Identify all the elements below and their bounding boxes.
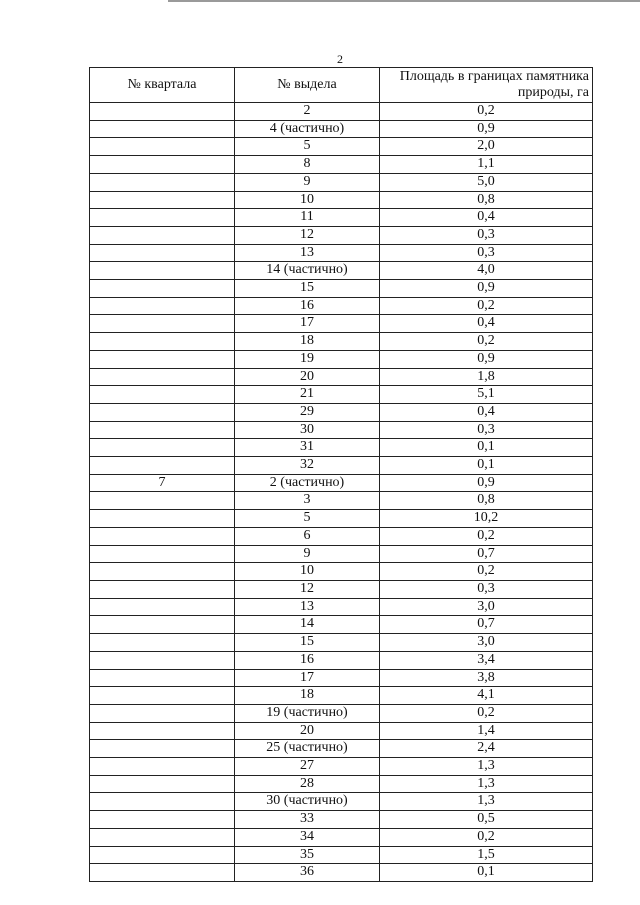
- cell-area: 5,0: [380, 173, 593, 191]
- cell-vydel: 18: [235, 687, 380, 705]
- header-area: Площадь в границах памятника природы, га: [380, 68, 593, 103]
- cell-area: 1,8: [380, 368, 593, 386]
- table-row: [90, 598, 593, 616]
- header-kvartal: № квартала: [90, 68, 235, 103]
- cell-area: 0,7: [380, 616, 593, 634]
- table-row: [90, 758, 593, 776]
- cell-vydel: 5: [235, 510, 380, 528]
- cell-vydel: 31: [235, 439, 380, 457]
- cell-kvartal: [90, 722, 235, 740]
- cell-vydel: 28: [235, 775, 380, 793]
- cell-kvartal: [90, 669, 235, 687]
- cell-area: 0,3: [380, 244, 593, 262]
- cell-area: 0,9: [380, 120, 593, 138]
- cell-kvartal: [90, 368, 235, 386]
- cell-area: 0,9: [380, 350, 593, 368]
- table-row: [90, 722, 593, 740]
- cell-area: 0,5: [380, 811, 593, 829]
- table-row: [90, 386, 593, 404]
- cell-vydel: 18: [235, 333, 380, 351]
- cell-area: 0,1: [380, 864, 593, 882]
- cell-vydel: 13: [235, 598, 380, 616]
- table-row: [90, 138, 593, 156]
- table-row: [90, 651, 593, 669]
- cell-vydel: 4 (частично): [235, 120, 380, 138]
- cell-kvartal: [90, 828, 235, 846]
- cell-kvartal: [90, 315, 235, 333]
- cell-vydel: 8: [235, 156, 380, 174]
- cell-kvartal: [90, 244, 235, 262]
- cell-kvartal: [90, 687, 235, 705]
- table-row: [90, 421, 593, 439]
- cell-area: 1,4: [380, 722, 593, 740]
- table-row: [90, 634, 593, 652]
- cell-area: 0,2: [380, 297, 593, 315]
- cell-area: 0,2: [380, 333, 593, 351]
- cell-kvartal: [90, 262, 235, 280]
- table-row: [90, 846, 593, 864]
- table-row: [90, 616, 593, 634]
- cell-vydel: 33: [235, 811, 380, 829]
- cell-kvartal: [90, 120, 235, 138]
- cell-area: 1,3: [380, 775, 593, 793]
- table-row: [90, 474, 593, 492]
- cell-area: 0,3: [380, 226, 593, 244]
- cell-area: 0,4: [380, 403, 593, 421]
- cell-kvartal: 7: [90, 474, 235, 492]
- cell-kvartal: [90, 386, 235, 404]
- cell-vydel: 35: [235, 846, 380, 864]
- table-row: [90, 527, 593, 545]
- cell-kvartal: [90, 209, 235, 227]
- cell-kvartal: [90, 846, 235, 864]
- table-row: [90, 280, 593, 298]
- cell-kvartal: [90, 704, 235, 722]
- cell-vydel: 14: [235, 616, 380, 634]
- cell-vydel: 2 (частично): [235, 474, 380, 492]
- cell-kvartal: [90, 616, 235, 634]
- table-row: [90, 156, 593, 174]
- table-row: [90, 580, 593, 598]
- table-header-row: [90, 68, 593, 103]
- table-row: [90, 209, 593, 227]
- cell-vydel: 29: [235, 403, 380, 421]
- cell-area: 2,0: [380, 138, 593, 156]
- cell-area: 5,1: [380, 386, 593, 404]
- cell-area: 10,2: [380, 510, 593, 528]
- table-row: [90, 563, 593, 581]
- table-row: [90, 297, 593, 315]
- table-row: [90, 191, 593, 209]
- cell-area: 0,3: [380, 421, 593, 439]
- table-row: [90, 173, 593, 191]
- cell-vydel: 16: [235, 651, 380, 669]
- cell-area: 1,1: [380, 156, 593, 174]
- table-row: [90, 775, 593, 793]
- table-row: [90, 103, 593, 121]
- cell-kvartal: [90, 492, 235, 510]
- table-row: [90, 740, 593, 758]
- cell-kvartal: [90, 740, 235, 758]
- cell-kvartal: [90, 864, 235, 882]
- cell-vydel: 30 (частично): [235, 793, 380, 811]
- cell-area: 3,0: [380, 598, 593, 616]
- cell-kvartal: [90, 138, 235, 156]
- cell-vydel: 10: [235, 191, 380, 209]
- cell-area: 1,5: [380, 846, 593, 864]
- cell-vydel: 15: [235, 280, 380, 298]
- cell-kvartal: [90, 191, 235, 209]
- cell-area: 0,8: [380, 191, 593, 209]
- table-row: [90, 226, 593, 244]
- cell-area: 0,2: [380, 527, 593, 545]
- cell-vydel: 15: [235, 634, 380, 652]
- cell-kvartal: [90, 333, 235, 351]
- allotment-table: [89, 67, 593, 882]
- page-number: 2: [337, 52, 343, 66]
- cell-area: 2,4: [380, 740, 593, 758]
- cell-kvartal: [90, 173, 235, 191]
- cell-kvartal: [90, 634, 235, 652]
- cell-vydel: 12: [235, 226, 380, 244]
- cell-vydel: 21: [235, 386, 380, 404]
- cell-area: 0,2: [380, 563, 593, 581]
- table-row: [90, 244, 593, 262]
- cell-vydel: 30: [235, 421, 380, 439]
- cell-area: 0,9: [380, 280, 593, 298]
- cell-kvartal: [90, 510, 235, 528]
- cell-kvartal: [90, 156, 235, 174]
- cell-vydel: 5: [235, 138, 380, 156]
- table-row: [90, 120, 593, 138]
- cell-area: 1,3: [380, 793, 593, 811]
- cell-vydel: 19 (частично): [235, 704, 380, 722]
- cell-area: 4,1: [380, 687, 593, 705]
- cell-vydel: 6: [235, 527, 380, 545]
- table-row: [90, 510, 593, 528]
- cell-vydel: 9: [235, 545, 380, 563]
- cell-kvartal: [90, 758, 235, 776]
- cell-kvartal: [90, 457, 235, 475]
- cell-area: 0,4: [380, 315, 593, 333]
- cell-kvartal: [90, 403, 235, 421]
- cell-area: 0,4: [380, 209, 593, 227]
- cell-vydel: 13: [235, 244, 380, 262]
- table-row: [90, 262, 593, 280]
- cell-vydel: 19: [235, 350, 380, 368]
- cell-kvartal: [90, 811, 235, 829]
- header-vydel: № выдела: [235, 68, 380, 103]
- cell-vydel: 11: [235, 209, 380, 227]
- cell-kvartal: [90, 280, 235, 298]
- table-row: [90, 457, 593, 475]
- cell-kvartal: [90, 545, 235, 563]
- scan-edge-line: [168, 0, 640, 2]
- cell-vydel: 20: [235, 722, 380, 740]
- cell-vydel: 16: [235, 297, 380, 315]
- cell-vydel: 17: [235, 669, 380, 687]
- cell-vydel: 34: [235, 828, 380, 846]
- table-row: [90, 704, 593, 722]
- cell-area: 3,0: [380, 634, 593, 652]
- cell-vydel: 17: [235, 315, 380, 333]
- cell-kvartal: [90, 580, 235, 598]
- cell-kvartal: [90, 793, 235, 811]
- cell-area: 3,8: [380, 669, 593, 687]
- table-row: [90, 368, 593, 386]
- table-body: [90, 103, 593, 882]
- cell-area: 0,2: [380, 828, 593, 846]
- table-row: [90, 811, 593, 829]
- cell-area: 0,1: [380, 439, 593, 457]
- cell-kvartal: [90, 350, 235, 368]
- cell-kvartal: [90, 563, 235, 581]
- table-row: [90, 350, 593, 368]
- cell-vydel: 20: [235, 368, 380, 386]
- table-row: [90, 439, 593, 457]
- cell-kvartal: [90, 651, 235, 669]
- cell-kvartal: [90, 226, 235, 244]
- table-row: [90, 403, 593, 421]
- cell-vydel: 3: [235, 492, 380, 510]
- table-row: [90, 333, 593, 351]
- cell-vydel: 14 (частично): [235, 262, 380, 280]
- cell-area: 0,2: [380, 704, 593, 722]
- cell-kvartal: [90, 439, 235, 457]
- cell-vydel: 36: [235, 864, 380, 882]
- cell-kvartal: [90, 421, 235, 439]
- cell-area: 0,3: [380, 580, 593, 598]
- table-row: [90, 793, 593, 811]
- cell-kvartal: [90, 527, 235, 545]
- cell-area: 4,0: [380, 262, 593, 280]
- cell-area: 0,2: [380, 103, 593, 121]
- cell-area: 0,7: [380, 545, 593, 563]
- table-row: [90, 864, 593, 882]
- table-row: [90, 687, 593, 705]
- table-row: [90, 492, 593, 510]
- cell-kvartal: [90, 775, 235, 793]
- cell-vydel: 27: [235, 758, 380, 776]
- cell-vydel: 12: [235, 580, 380, 598]
- table-row: [90, 828, 593, 846]
- cell-vydel: 32: [235, 457, 380, 475]
- cell-kvartal: [90, 598, 235, 616]
- cell-vydel: 25 (частично): [235, 740, 380, 758]
- cell-kvartal: [90, 297, 235, 315]
- cell-vydel: 10: [235, 563, 380, 581]
- cell-kvartal: [90, 103, 235, 121]
- table-row: [90, 315, 593, 333]
- cell-vydel: 2: [235, 103, 380, 121]
- cell-area: 0,9: [380, 474, 593, 492]
- cell-area: 1,3: [380, 758, 593, 776]
- cell-area: 0,8: [380, 492, 593, 510]
- table-row: [90, 669, 593, 687]
- cell-vydel: 9: [235, 173, 380, 191]
- cell-area: 3,4: [380, 651, 593, 669]
- cell-area: 0,1: [380, 457, 593, 475]
- table-row: [90, 545, 593, 563]
